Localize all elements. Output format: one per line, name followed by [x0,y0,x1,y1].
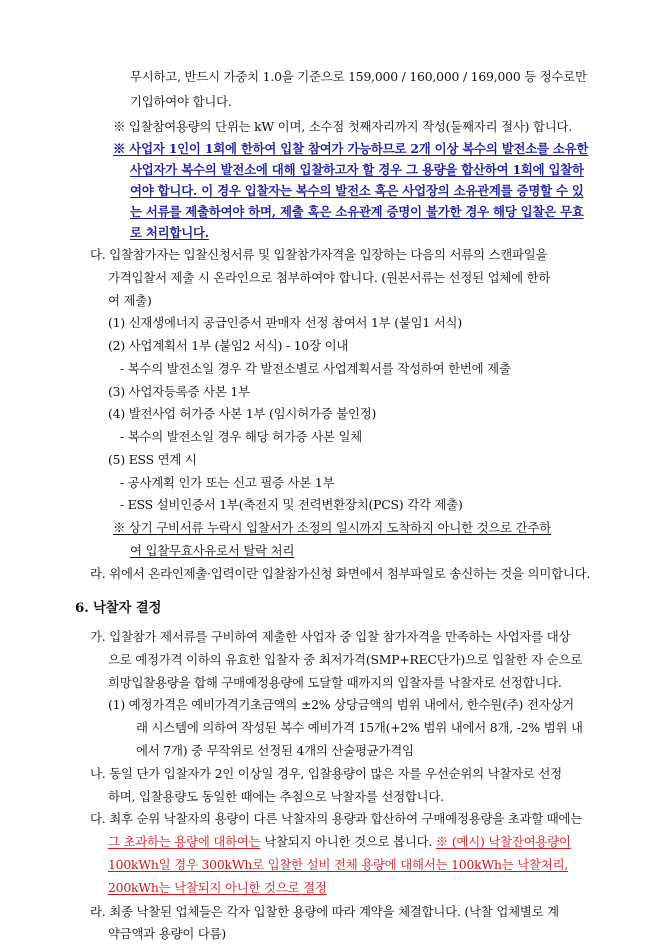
red-text: 100kWh일 경우 300kWh로 입찰한 설비 전체 용량에 대해서는 100kWh는 낙찰처리, [108,857,569,872]
doc-line: 여 제출) [108,293,152,308]
emphasized-note-line [130,202,584,222]
doc-line: 다. 최후 순위 낙찰자의 용량이 다른 낙찰자의 용량과 합산하여 구매예정용량을 초과할 때에는 [90,811,583,826]
note-line [130,541,294,561]
doc-line: 희망입찰용량을 합해 구매예정용량에 도달할 때까지의 입찰자를 낙찰자로 선정합니다. [108,675,562,690]
doc-line: 라. 위에서 온라인제출·입력이란 입찰참가신청 화면에서 첨부파일로 송신하는 것을 의미합니다. [90,566,591,581]
doc-line: 가. 입찰참가 제서류를 구비하여 제출한 사업자 중 입찰 참가자격을 만족하는 사업자를 대상 [90,629,571,644]
list-item: (4) 발전사업 허가증 사본 1부 (임시허가증 불인정) [108,406,377,421]
note-text: ※ 상기 구비서류 누락시 입찰서가 소정의 일시까지 도착하지 아니한 것으로 간주하 [113,520,551,535]
doc-line: 다. 입찰참가자는 입찰신청서류 및 입찰참가자격을 입장하는 다음의 서류의 스캔파일을 [90,247,548,262]
doc-line: 래 시스템에 의하여 작성된 복수 예비가격 15개(+2% 범위 내에서 8개, -2% 범위 내 [136,720,583,735]
red-text: 그 초과하는 용량에 대하여는 [108,834,261,849]
emphasized-note-line [113,139,588,159]
sub-list-item: - ESS 설비인증서 1부(축전지 및 전력변환장치(PCS) 각각 제출) [120,497,463,512]
note-text: ※ 사업자 1인이 1회에 한하여 입찰 참여가 가능하므로 2개 이상 복수의 발전소를 소유한 [113,141,589,156]
mixed-line [108,832,571,852]
emphasized-note-line [130,181,584,201]
doc-line: 가격입찰서 제출 시 온라인으로 첨부하여야 합니다. (원본서류는 선정된 업체에 한하 [108,270,551,285]
note-line: ※ 입찰참여용량의 단위는 kW 이며, 소수점 첫째자리까지 작성(둘째자리 절사) 합니다. [113,119,573,134]
red-text: 200kWh는 낙찰되지 아니한 것으로 결정 [108,880,327,895]
sub-list-item: - 복수의 발전소일 경우 각 발전소별로 사업계획서를 작성하여 한번에 제출 [120,361,511,376]
doc-line: 약금액과 용량이 다름) [108,926,227,941]
list-item: (1) 예정가격은 예비가격기초금액의 ±2% 상당금액의 범위 내에서, 한수원(주) 전자상거 [108,697,574,712]
red-line [108,855,568,875]
doc-line: 나. 동일 단가 입찰자가 2인 이상일 경우, 입찰용량이 많은 자를 우선순위의 낙찰자로 선정 [90,766,562,781]
list-item: (3) 사업자등록증 사본 1부 [108,384,250,399]
doc-line: 하며, 입찰용량도 동일한 때에는 추첨으로 낙찰자를 선정합니다. [108,789,444,804]
doc-line: 으로 예정가격 이하의 유효한 입찰자 중 최저가격(SMP+REC단가)으로 입찰한 자 순으로 [108,652,583,667]
note-text: 사업자가 복수의 발전소에 대해 입찰하고자 할 경우 그 용량을 합산하여 1회에 입찰하 [130,162,584,177]
emphasized-note-line [130,160,584,180]
plain-text: 낙찰되지 아니한 것으로 봅니다. [264,834,433,849]
emphasized-note-line [130,223,209,243]
doc-line: 무시하고, 반드시 가중치 1.0을 기준으로 159,000 / 160,000 / 169,000 등 정수로만 [130,69,587,84]
doc-line: 라. 최종 낙찰된 업체들은 각자 입찰한 용량에 따라 계약을 체결합니다. (낙찰 업체별로 계 [90,904,559,919]
note-text: 는 서류를 제출하여야 하며, 제출 혹은 소유관계 증명이 불가한 경우 해당 입찰은 무효 [130,204,584,219]
note-text: 로 처리합니다. [130,225,209,240]
red-line [108,878,327,898]
note-line [113,518,551,538]
sub-list-item: - 복수의 발전소일 경우 해당 허가증 사본 일체 [120,429,363,444]
note-text: 여야 합니다. 이 경우 입찰자는 복수의 발전소 혹은 사업장의 소유관계를 증명할 수 있 [130,183,584,198]
list-item: (2) 사업계획서 1부 (붙임2 서식) - 10장 이내 [108,338,349,353]
doc-line: 기입하여야 합니다. [130,94,232,109]
doc-line: 에서 7개) 중 무작위로 선정된 4개의 산술평균가격임 [136,743,414,758]
sub-list-item: - 공사계획 인가 또는 신고 필증 사본 1부 [120,475,335,490]
section-heading: 6. 낙찰자 결정 [75,600,162,616]
list-item: (1) 신재생에너지 공급인증서 판매자 선정 참여서 1부 (붙임1 서식) [108,315,462,330]
red-text: ※ (예시) 낙찰잔여용량이 [435,834,571,849]
list-item: (5) ESS 연계 시 [108,452,197,467]
note-text: 여 입찰무효사유로서 탈락 처리 [130,543,295,558]
